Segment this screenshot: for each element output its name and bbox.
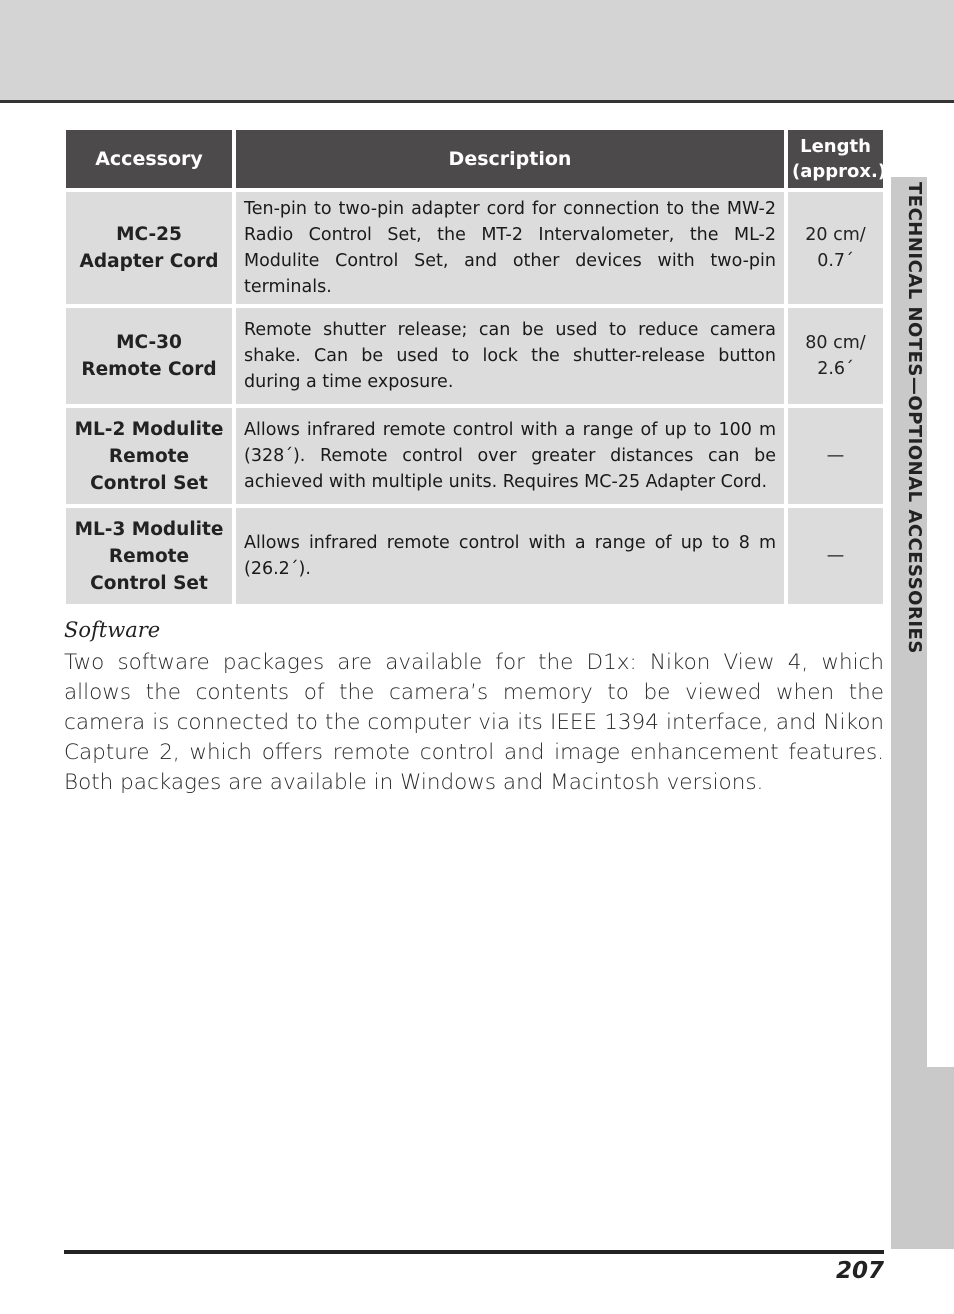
accessory-name-line: ML-3 Modulite	[74, 518, 224, 540]
accessory-name	[66, 508, 232, 604]
header-description: Description	[236, 130, 784, 188]
accessory-description: Remote shutter release; can be used to reduce camera shake. Can be used to lock the shutter-release button during a time exposure.	[236, 308, 784, 404]
footer-rule	[64, 1250, 884, 1254]
accessory-name	[66, 308, 232, 404]
accessory-name	[66, 408, 232, 504]
header-length	[788, 130, 887, 188]
accessory-length	[788, 192, 883, 304]
accessory-name-line: Control Set	[90, 572, 208, 594]
accessory-length	[788, 408, 883, 504]
software-body: Two software packages are available for the D1x: Nikon View 4, which allows the contents of the camera’s memory to be viewed when the camera is connected to the computer via its IEEE 1394 interface, and Nikon Capture 2, which offers remote control and image enhancement features. Both packages are available in Windows and Macintosh versions.	[64, 650, 884, 795]
table-row	[66, 308, 883, 404]
table-row	[66, 192, 883, 304]
length-line: 0.7´	[817, 251, 854, 271]
table-header-row	[66, 130, 883, 188]
section-title: TECHNICAL NOTES—OPTIONAL ACCESSORIES	[904, 182, 925, 654]
page-number: 207	[835, 1258, 884, 1284]
length-line: 2.6´	[817, 359, 854, 379]
accessory-name-line: ML-2 Modulite	[74, 418, 224, 440]
accessory-name	[66, 192, 232, 304]
table-row	[66, 508, 883, 604]
accessory-description: Allows infrared remote control with a range of up to 8 m (26.2´).	[236, 508, 784, 604]
section-tab-notch	[927, 177, 954, 1067]
accessory-length	[788, 308, 883, 404]
table-row	[66, 408, 883, 504]
header-band	[0, 0, 954, 103]
accessory-length	[788, 508, 883, 604]
header-accessory: Accessory	[66, 130, 232, 188]
software-heading: Software	[64, 618, 161, 642]
accessory-name-line: MC-30	[116, 332, 182, 353]
header-length-line2: (approx.)	[792, 161, 887, 182]
accessory-name-line: Remote	[108, 545, 190, 567]
length-line: —	[826, 446, 845, 466]
length-line: —	[826, 546, 845, 566]
accessory-name-line: Adapter Cord	[79, 251, 219, 272]
accessory-description: Allows infrared remote control with a range of up to 100 m (328´). Remote control over greater distances can be achieved with multiple units. Requires MC-25 Adapter Cord.	[236, 408, 784, 504]
accessory-description: Ten-pin to two-pin adapter cord for connection to the MW-2 Radio Control Set, the MT-2 Intervalometer, the ML-2 Modulite Control Set, and other devices with two-pin terminals.	[236, 192, 784, 304]
accessory-name-line: Control Set	[90, 472, 208, 494]
accessories-table	[62, 126, 887, 608]
length-line: 80 cm/	[805, 333, 866, 353]
header-length-line1: Length	[800, 136, 871, 157]
accessory-name-line: MC-25	[116, 224, 182, 245]
accessory-name-line: Remote	[108, 445, 190, 467]
length-line: 20 cm/	[805, 225, 866, 245]
accessory-name-line: Remote Cord	[81, 359, 217, 380]
